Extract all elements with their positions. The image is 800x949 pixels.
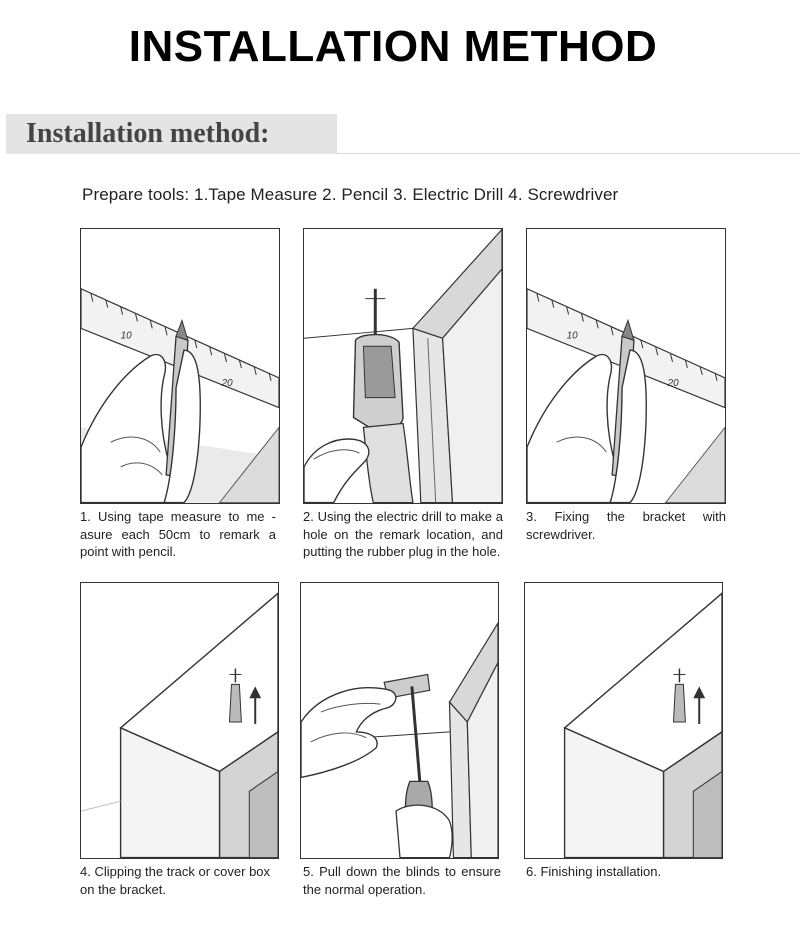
measure-illustration [81,229,279,503]
section-title: Installation method: [26,118,270,149]
ruler-mark-10: 10 [566,330,578,342]
step-5-illustration [300,582,499,859]
prepare-tools-text: Prepare tools: 1.Tape Measure 2. Pencil 3. Electric Drill 4. Screwdriver [82,185,619,204]
finished-installation-illustration [525,583,722,858]
ruler-mark-20: 20 [667,377,679,389]
step-6-caption: 6. Finishing installation. [526,864,662,879]
drill-illustration [304,229,502,503]
screwdriver-illustration [527,229,725,503]
page-title: INSTALLATION METHOD [128,22,658,71]
ruler-mark-10: 10 [120,330,132,342]
step-2-illustration [303,228,503,504]
step-5-caption: 5. Pull down the blinds to ensure the normal operation. [303,864,501,897]
step-4-caption: 4. Clipping the track or cover box on the bracket. [80,864,271,897]
step-1-illustration [80,228,280,504]
section-divider [337,153,800,154]
step-6-illustration [524,582,723,859]
step-3-caption: 3. Fixing the bracket with screwdriver. [526,509,726,542]
bracket-clip-illustration [81,583,278,858]
step-2-caption: 2. Using the electric drill to make a hole on the remark location, and putting the rubber plug in the hole. [303,509,503,559]
hand-screwdriver-illustration [301,583,498,858]
ruler-mark-20: 20 [221,377,233,389]
step-3-illustration [526,228,726,504]
step-1-caption: 1. Using tape measure to me -asure each 50cm to remark a point with pencil. [80,509,276,559]
step-4-illustration [80,582,279,859]
